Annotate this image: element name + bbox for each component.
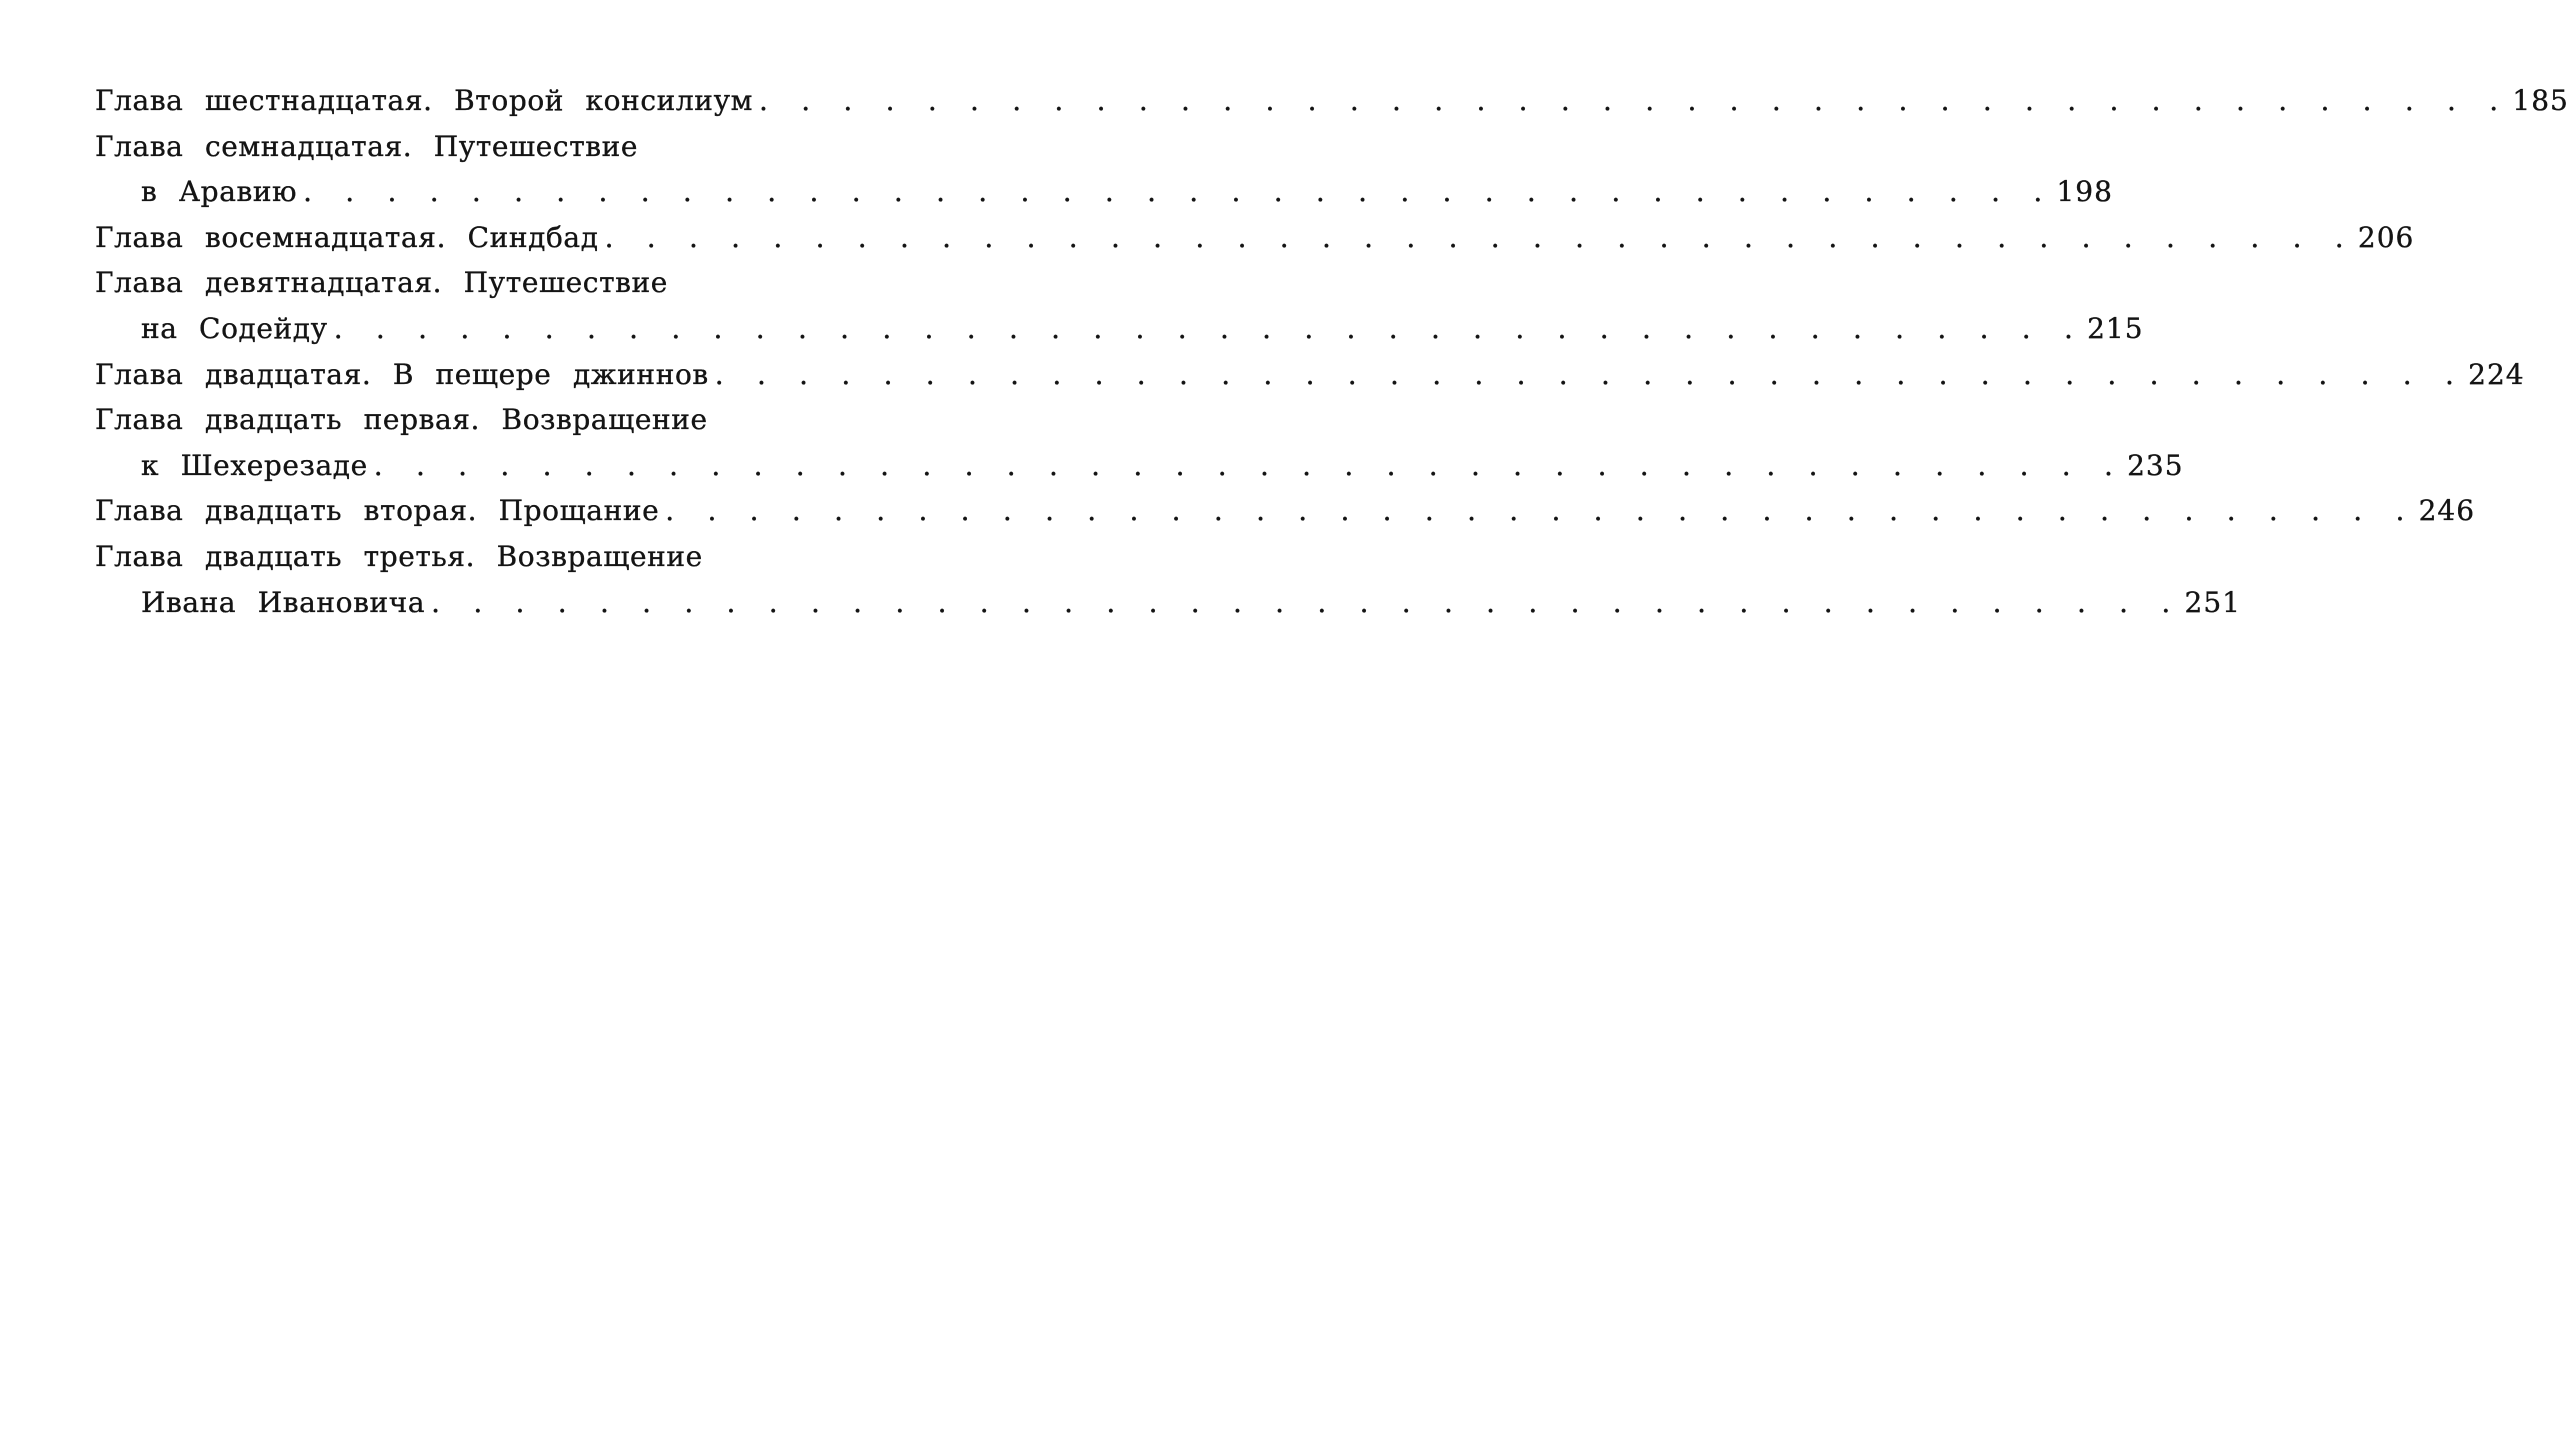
toc-entry-page: 246 xyxy=(2418,494,2476,528)
dot-leader: . . . . . . . . . . . . . . . . . . . . . . . . . . . . . . . . . . . . . . . . . . xyxy=(373,448,2126,482)
toc-entry-18 xyxy=(95,215,2415,261)
toc-entry-page: 198 xyxy=(2056,175,2113,209)
toc-entry-title-continuation: к Шехерезаде xyxy=(141,448,368,482)
toc-entry-title: Глава восемнадцатая. Синдбад xyxy=(95,220,599,254)
dot-leader: . . . . . . . . . . . . . . . . . . . . . . . . . . . . . . . . . . . . . . . . . . xyxy=(604,220,2356,254)
toc-entry-title: Глава девятнадцатая. Путешествие xyxy=(95,266,668,300)
toc-entry-title: Глава двадцатая. В пещере джиннов xyxy=(95,357,709,391)
toc-entry-title-continuation: Ивана Ивановича xyxy=(141,585,426,619)
toc-entry-21-line2 xyxy=(95,443,2184,489)
table-of-contents xyxy=(95,78,2569,625)
toc-entry-23-line1 xyxy=(95,534,937,580)
dot-leader: . . . . . . . . . . . . . . . . . . . . . . . . . . . . . . . . . . . . . . . . . . xyxy=(714,357,2467,391)
toc-entry-title: Глава двадцать первая. Возвращение xyxy=(95,403,708,437)
toc-entry-17-line1 xyxy=(95,124,937,170)
toc-entry-16 xyxy=(95,78,2569,124)
toc-entry-page: 206 xyxy=(2357,220,2415,254)
toc-entry-page: 215 xyxy=(2087,311,2144,345)
toc-entry-title: Глава семнадцатая. Путешествие xyxy=(95,129,639,163)
dot-leader: . . . . . . . . . . . . . . . . . . . . . . . . . . . . . . . . . . . . . . . . . . xyxy=(759,84,2511,117)
toc-entry-page: 251 xyxy=(2184,585,2241,619)
toc-entry-17-line2 xyxy=(95,169,2113,215)
toc-entry-22 xyxy=(95,488,2476,534)
toc-entry-19-line1 xyxy=(95,260,937,306)
toc-entry-title: Глава двадцать вторая. Прощание xyxy=(95,494,660,528)
toc-entry-title: Глава двадцать третья. Возвращение xyxy=(95,539,703,573)
toc-entry-23-line2 xyxy=(95,580,2241,626)
dot-leader: . . . . . . . . . . . . . . . . . . . . . . . . . . . . . . . . . . . . . . . . . . xyxy=(431,585,2183,619)
toc-entry-19-line2 xyxy=(95,306,2144,352)
dot-leader: . . . . . . . . . . . . . . . . . . . . . . . . . . . . . . . . . . . . . . . . . . xyxy=(665,494,2417,528)
toc-entry-page: 224 xyxy=(2468,357,2525,391)
toc-entry-title-continuation: на Содейду xyxy=(141,311,328,345)
toc-entry-20 xyxy=(95,352,2525,398)
dot-leader: . . . . . . . . . . . . . . . . . . . . . . . . . . . . . . . . . . . . . . . . . . xyxy=(303,175,2055,209)
toc-entry-page: 235 xyxy=(2127,448,2184,482)
dot-leader: . . . . . . . . . . . . . . . . . . . . . . . . . . . . . . . . . . . . . . . . . . xyxy=(333,311,2086,345)
toc-entry-title-continuation: в Аравию xyxy=(141,175,298,209)
toc-entry-21-line1 xyxy=(95,397,937,443)
toc-entry-title: Глава шестнадцатая. Второй консилиум xyxy=(95,84,754,117)
toc-entry-page: 185 xyxy=(2512,84,2569,117)
